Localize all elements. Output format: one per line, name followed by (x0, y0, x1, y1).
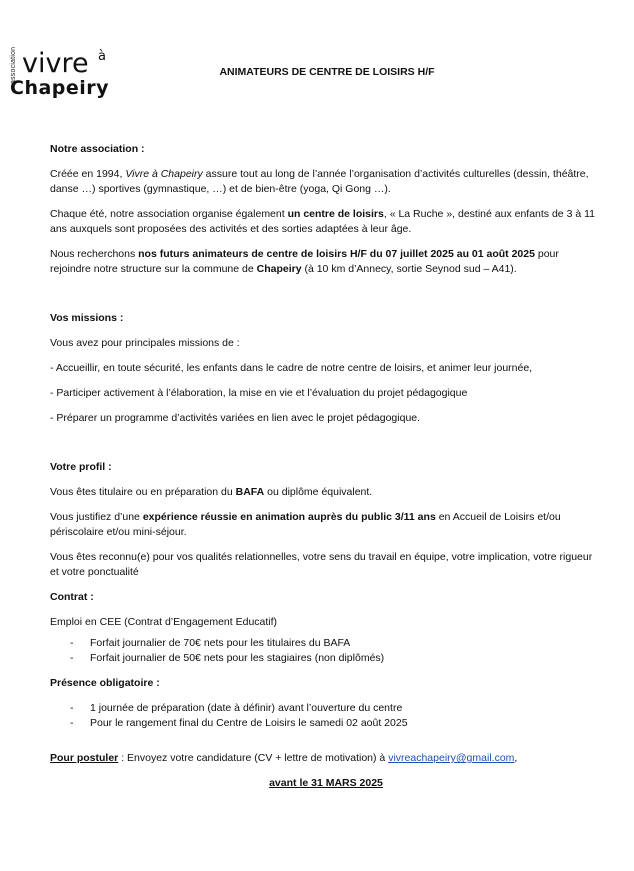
profil-paragraph-3: Vous êtes reconnu(e) pour vos qualités relationnelles, votre sens du travail en équipe, votre implication, votre rigueur et votre ponctualité (50, 551, 593, 578)
profil-paragraph-2: Vous justifiez d’une expérience réussie en animation auprès du public 3/11 ans en Accueil de Loisirs et/ou périscolaire et/ou mini-séjour. (50, 511, 561, 538)
contrat-item: - Forfait journalier de 70€ nets pour les titulaires du BAFA (50, 636, 602, 651)
mission-item: - Préparer un programme d’activités variées en lien avec le projet pédagogique. (50, 412, 421, 424)
presence-item: - 1 journée de préparation (date à définir) avant l’ouverture du centre (50, 701, 602, 716)
contrat-heading: Contrat : (50, 591, 94, 603)
association-paragraph-1: Créée en 1994, Vivre à Chapeiry assure tout au long de l’année l’organisation d’activités culturelles (dessin, théâtre, danse …) sportives (gymnastique, …) et de bien-être (yoga, Qi Gong …). (50, 168, 589, 195)
association-paragraph-3: Nous recherchons nos futurs animateurs de centre de loisirs H/F du 07 juillet 2025 au 01 août 2025 pour rejoindre notre structure sur la commune de Chapeiry (à 10 km d’Annecy, sortie Seynod sud – A41). (50, 248, 559, 275)
missions-intro: Vous avez pour principales missions de : (50, 337, 240, 349)
page-title: ANIMATEURS DE CENTRE DE LOISIRS H/F (219, 66, 435, 78)
association-paragraph-2: Chaque été, notre association organise également un centre de loisirs, « La Ruche », destiné aux enfants de 3 à 11 ans auxquels sont proposées des activités et des sorties adaptées à leur âge. (50, 208, 595, 235)
document-body (50, 142, 602, 791)
mission-item: - Participer activement à l’élaboration, la mise en vie et l’évaluation du projet pédagogique (50, 387, 468, 399)
logo-main-text: vivre (22, 48, 89, 79)
logo-a-text: à (98, 49, 106, 64)
deadline: avant le 31 MARS 2025 (269, 777, 383, 789)
missions-heading: Vos missions : (50, 312, 124, 324)
presence-item: - Pour le rangement final du Centre de Loisirs le samedi 02 août 2025 (50, 716, 602, 731)
contrat-text: Emploi en CEE (Contrat d’Engagement Educatif) (50, 616, 278, 628)
profil-paragraph-1: Vous êtes titulaire ou en préparation du BAFA ou diplôme équivalent. (50, 486, 373, 498)
logo-sub-text: Chapeiry (10, 77, 110, 99)
association-heading: Notre association : (50, 143, 145, 155)
profil-heading: Votre profil : (50, 461, 112, 473)
logo-vertical-text: association (10, 46, 17, 84)
email-link[interactable]: vivreachapeiry@gmail.com (388, 752, 515, 764)
presence-heading: Présence obligatoire : (50, 677, 160, 689)
postuler-line: Pour postuler : Envoyez votre candidature (CV + lettre de motivation) à vivreachapeiry@gmail.com, (50, 752, 518, 764)
mission-item: - Accueillir, en toute sécurité, les enfants dans le cadre de notre centre de loisirs, et animer leur journée, (50, 362, 533, 374)
contrat-item: - Forfait journalier de 50€ nets pour les stagiaires (non diplômés) (50, 651, 602, 666)
